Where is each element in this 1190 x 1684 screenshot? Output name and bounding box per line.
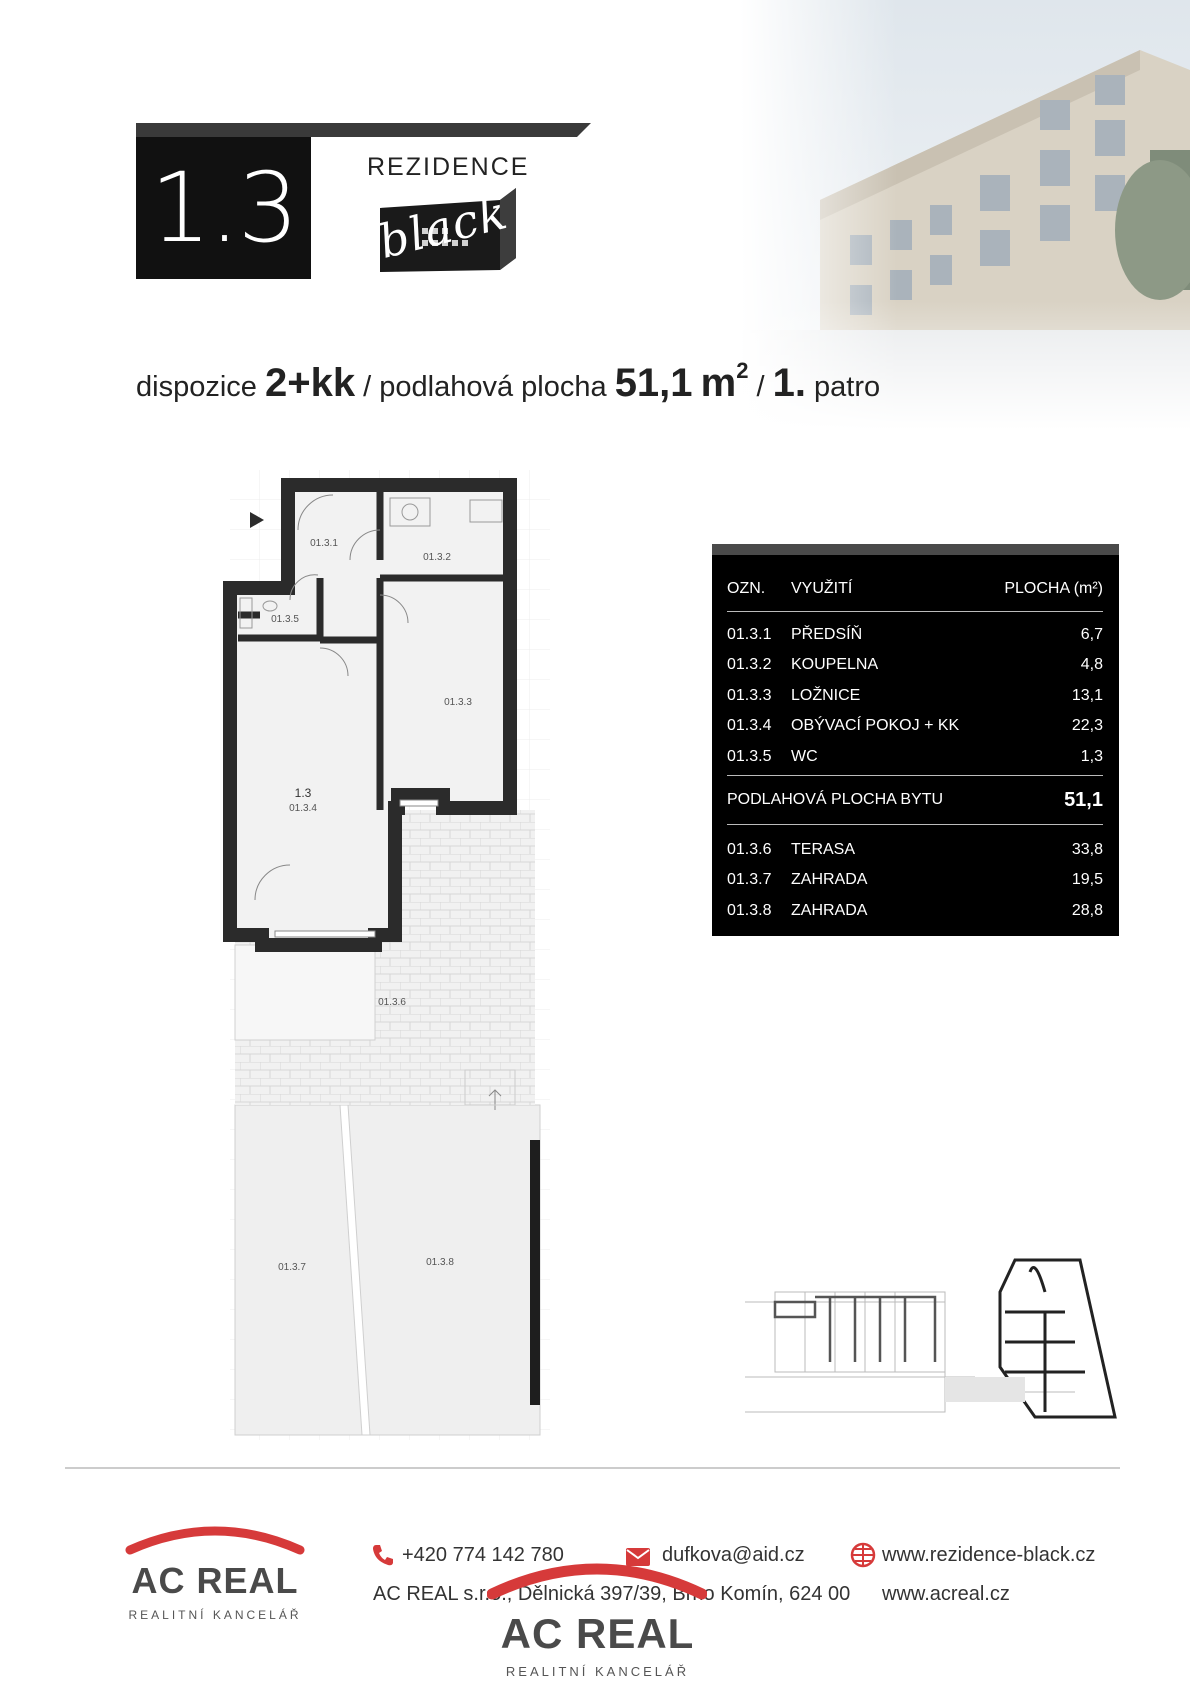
- room-code: 01.3.2: [727, 656, 772, 673]
- contact-address: AC REAL s.r.o., Dělnická 397/39, Brno Komín, 624 00: [373, 1583, 851, 1605]
- room-label: 01.3.5: [271, 614, 299, 625]
- logo-subtitle: REALITNÍ KANCELÁŘ: [505, 1664, 690, 1679]
- room-name: ZAHRADA: [791, 871, 868, 888]
- room-name: LOŽNICE: [791, 687, 861, 704]
- unit-summary: [136, 358, 880, 406]
- room-area-table: [712, 544, 1119, 936]
- room-name: OBÝVACÍ POKOJ + KK: [791, 717, 960, 734]
- separator: /: [363, 371, 372, 403]
- area-label: podlahová plocha: [379, 371, 607, 403]
- table-row: [727, 681, 1103, 711]
- floor-label: patro: [814, 371, 881, 403]
- layout-value: 2+kk: [264, 361, 356, 405]
- room-name: WC: [791, 748, 818, 765]
- room-area: 28,8: [1071, 902, 1103, 919]
- room-code: 01.3.5: [727, 748, 772, 765]
- contact-email[interactable]: dufkova@aid.cz: [662, 1544, 805, 1566]
- table-row: [727, 835, 1103, 865]
- table-row: [727, 865, 1103, 895]
- contact-phone[interactable]: +420 774 142 780: [402, 1544, 564, 1566]
- table-row: [727, 711, 1103, 741]
- header-use: VYUŽITÍ: [791, 580, 853, 597]
- room-label: 01.3.3: [444, 697, 472, 708]
- room-label: 01.3.1: [310, 538, 338, 549]
- table-total-row: [727, 785, 1103, 815]
- room-name: TERASA: [791, 841, 856, 858]
- area-exponent: 2: [736, 358, 749, 383]
- roof-icon: [125, 1518, 305, 1558]
- room-area: 4,8: [1080, 656, 1103, 673]
- brand-script-logo: black: [373, 185, 513, 269]
- room-label: 01.3.7: [278, 1262, 306, 1273]
- room-code: 01.3.1: [727, 626, 772, 643]
- room-label: 01.3.8: [426, 1257, 454, 1268]
- room-label: 01.3.4: [289, 803, 317, 814]
- unit-number: 1.3: [136, 137, 311, 279]
- table-row: [727, 620, 1103, 650]
- logo-name: AC REAL: [131, 1560, 299, 1601]
- room-label: 01.3.6: [378, 997, 406, 1008]
- separator: /: [756, 371, 765, 403]
- room-code: 01.3.8: [727, 902, 772, 919]
- floor-value: 1.: [772, 361, 806, 405]
- total-area: 51,1: [1064, 788, 1103, 811]
- globe-icon: [850, 1542, 876, 1568]
- contact-web-rezidence[interactable]: www.rezidence-black.cz: [882, 1544, 1096, 1566]
- logo-name: AC REAL: [500, 1610, 695, 1657]
- roof-icon: [487, 1552, 707, 1602]
- phone-icon: [370, 1542, 396, 1568]
- header-accent-bar: [136, 123, 591, 137]
- room-area: 13,1: [1071, 687, 1103, 704]
- room-code: 01.3.4: [727, 717, 772, 734]
- contact-web-acreal[interactable]: www.acreal.cz: [882, 1583, 1010, 1605]
- room-area: 1,3: [1080, 748, 1103, 765]
- total-label: PODLAHOVÁ PLOCHA BYTU: [727, 791, 944, 808]
- table-row: [727, 896, 1103, 926]
- header-area: PLOCHA (m²): [1004, 580, 1103, 597]
- brand-name: REZIDENCE: [367, 153, 530, 181]
- floor-plan: [200, 470, 570, 1450]
- room-area: 22,3: [1071, 717, 1103, 734]
- footer-divider: [65, 1467, 1120, 1469]
- room-area: 33,8: [1071, 841, 1103, 858]
- table-divider: [727, 611, 1103, 612]
- room-name: ZAHRADA: [791, 902, 868, 919]
- logo-subtitle: REALITNÍ KANCELÁŘ: [128, 1608, 302, 1622]
- table-row: [727, 650, 1103, 680]
- room-code: 01.3.6: [727, 841, 772, 858]
- layout-label: dispozice: [136, 371, 257, 403]
- room-name: KOUPELNA: [791, 656, 879, 673]
- table-top-strip: [712, 544, 1119, 555]
- table-divider: [727, 775, 1103, 776]
- unit-label: 1.3: [294, 786, 312, 800]
- room-area: 19,5: [1071, 871, 1103, 888]
- table-divider: [727, 824, 1103, 825]
- ac-real-logo: [110, 1518, 320, 1622]
- room-code: 01.3.7: [727, 871, 772, 888]
- area-value: 51,1: [614, 361, 693, 405]
- area-unit: m: [700, 361, 737, 405]
- room-label: 01.3.2: [423, 552, 451, 563]
- room-area: 6,7: [1080, 626, 1103, 643]
- header-code: OZN.: [727, 580, 766, 597]
- table-row: [727, 742, 1103, 772]
- ac-real-logo-center: [475, 1552, 720, 1679]
- room-code: 01.3.3: [727, 687, 772, 704]
- table-header: [727, 574, 1103, 604]
- room-name: PŘEDSÍŇ: [791, 626, 863, 643]
- site-location-plan: [745, 1252, 1125, 1422]
